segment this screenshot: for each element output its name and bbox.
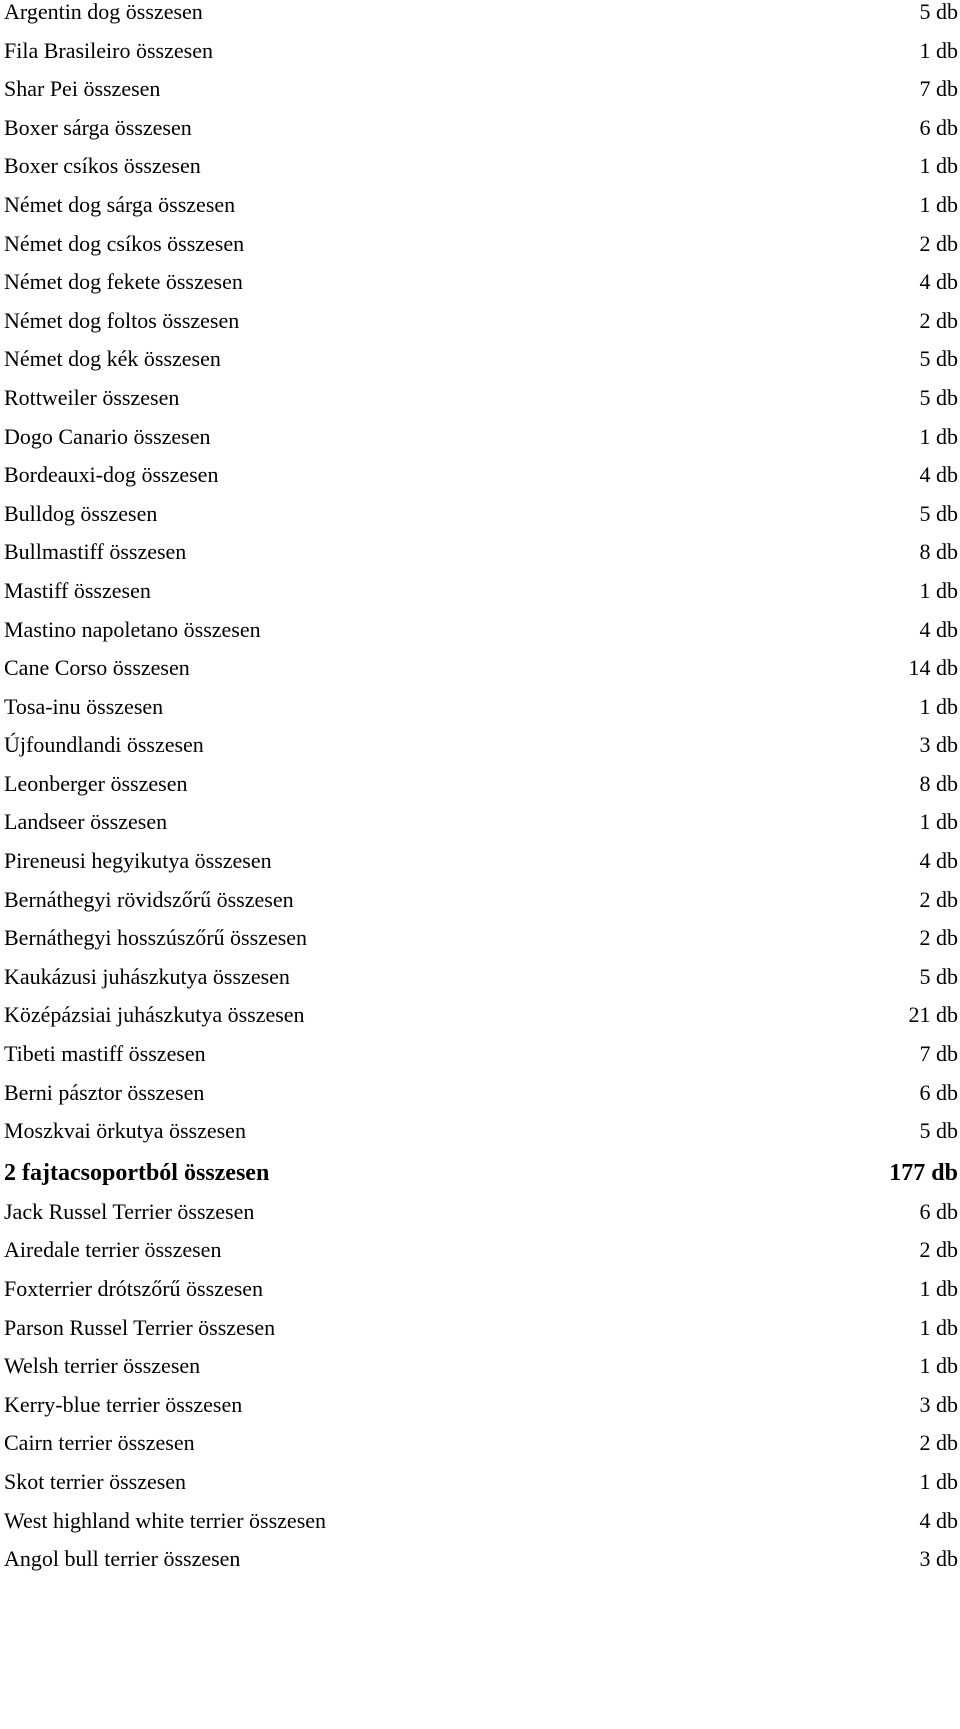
breed-count: 2 db (919, 230, 958, 256)
list-item (0, 611, 960, 650)
breed-count: 5 db (919, 963, 958, 989)
breed-label: Mastiff összesen (4, 577, 151, 603)
breed-count: 1 db (919, 809, 958, 835)
breed-count: 5 db (919, 0, 958, 24)
breed-count: 8 db (919, 539, 958, 565)
breed-label: Argentin dog összesen (4, 0, 203, 24)
breed-label: Pireneusi hegyikutya összesen (4, 848, 272, 874)
breed-label: Cane Corso összesen (4, 655, 190, 681)
breed-label: Parson Russel Terrier összesen (4, 1314, 276, 1340)
list-item (0, 765, 960, 804)
breed-count: 1 db (919, 1314, 958, 1340)
list-item (0, 263, 960, 302)
breed-label: Leonberger összesen (4, 770, 188, 796)
breed-label: Tibeti mastiff összesen (4, 1041, 206, 1067)
list-item (0, 1074, 960, 1113)
breed-label: Német dog kék összesen (4, 346, 221, 372)
breed-label: Jack Russel Terrier összesen (4, 1198, 255, 1224)
breed-label: Kerry-blue terrier összesen (4, 1391, 243, 1417)
breed-count: 1 db (919, 577, 958, 603)
breed-label: Rottweiler összesen (4, 384, 180, 410)
breed-count: 6 db (919, 1198, 958, 1224)
list-item (0, 147, 960, 186)
list-item (0, 302, 960, 341)
breed-label: Bulldog összesen (4, 500, 158, 526)
breed-label: Berni pásztor összesen (4, 1079, 205, 1105)
breed-count: 7 db (919, 1041, 958, 1067)
list-item (0, 1424, 960, 1463)
list-item (0, 379, 960, 418)
breed-label: Bordeauxi-dog összesen (4, 462, 219, 488)
breed-count: 2 db (919, 307, 958, 333)
breed-count: 1 db (919, 1353, 958, 1379)
breed-label: Landseer összesen (4, 809, 168, 835)
list-item (0, 1463, 960, 1502)
breed-count: 5 db (919, 384, 958, 410)
breed-label: Német dog foltos összesen (4, 307, 240, 333)
list-item (0, 881, 960, 920)
breed-count: 1 db (919, 1276, 958, 1301)
breed-count: 4 db (919, 848, 958, 874)
breed-label: Airedale terrier összesen (4, 1237, 222, 1263)
list-item (0, 495, 960, 534)
list-item (0, 572, 960, 611)
list-item (0, 726, 960, 765)
breed-label: Welsh terrier összesen (4, 1353, 201, 1379)
breed-label: Boxer csíkos összesen (4, 153, 201, 179)
breed-count: 1 db (919, 153, 958, 179)
breed-label: Német dog sárga összesen (4, 191, 236, 217)
breed-count: 2 db (919, 1430, 958, 1456)
list-item (0, 109, 960, 148)
breed-count: 14 db (908, 655, 958, 681)
list-item (0, 1193, 960, 1232)
breed-count: 2 db (919, 886, 958, 912)
breed-label: Tosa-inu összesen (4, 693, 164, 719)
breed-label: Angol bull terrier összesen (4, 1546, 241, 1572)
breed-label: Bullmastiff összesen (4, 539, 187, 565)
breed-count: 3 db (919, 1546, 958, 1572)
breed-count: 4 db (919, 462, 958, 488)
list-item (0, 533, 960, 572)
list-item (0, 919, 960, 958)
breed-count: 3 db (919, 1391, 958, 1417)
list-item (0, 1386, 960, 1425)
breed-count: 4 db (919, 616, 958, 642)
breed-label: Moszkvai örkutya összesen (4, 1118, 246, 1144)
breed-label: Fila Brasileiro összesen (4, 37, 213, 63)
breed-label: Cairn terrier összesen (4, 1430, 195, 1456)
breed-label: Újfoundlandi összesen (4, 732, 204, 758)
list-item (0, 1112, 960, 1151)
breed-label: Német dog fekete összesen (4, 269, 243, 295)
list-item (0, 0, 960, 32)
breed-count: 7 db (919, 76, 958, 102)
breed-label: Shar Pei összesen (4, 76, 161, 102)
list-item (0, 340, 960, 379)
breed-count: 1 db (919, 423, 958, 449)
breed-count: 2 db (919, 1237, 958, 1263)
breed-count: 6 db (919, 1079, 958, 1105)
breed-count: 8 db (919, 770, 958, 796)
list-item (0, 1347, 960, 1386)
breed-count: 3 db (919, 732, 958, 758)
breed-count: 2 db (919, 925, 958, 951)
breed-label: Boxer sárga összesen (4, 114, 192, 140)
list-item (0, 418, 960, 457)
list-item (0, 842, 960, 881)
list-item (0, 456, 960, 495)
list-item (0, 225, 960, 264)
group-total-label: 2 fajtacsoportból összesen (4, 1159, 270, 1186)
list-item (0, 1270, 960, 1309)
list-item (0, 1502, 960, 1541)
list-item (0, 649, 960, 688)
breed-count: 5 db (919, 346, 958, 372)
list-item (0, 688, 960, 727)
breed-count: 6 db (919, 114, 958, 140)
list-item (0, 1231, 960, 1270)
breed-label: Német dog csíkos összesen (4, 230, 245, 256)
list-item (0, 803, 960, 842)
breed-label: Foxterrier drótszőrű összesen (4, 1276, 264, 1301)
breed-count: 5 db (919, 1118, 958, 1144)
group-total-row (0, 1151, 960, 1193)
list-item (0, 1540, 960, 1579)
list-item (0, 32, 960, 71)
breed-count: 1 db (919, 693, 958, 719)
list-item (0, 996, 960, 1035)
list-item (0, 70, 960, 109)
breed-label: Dogo Canario összesen (4, 423, 211, 449)
breed-count: 4 db (919, 1507, 958, 1533)
list-item (0, 1035, 960, 1074)
breed-count: 4 db (919, 269, 958, 295)
breed-label: Kaukázusi juhászkutya összesen (4, 963, 290, 989)
breed-label: Skot terrier összesen (4, 1468, 187, 1494)
breed-count: 5 db (919, 500, 958, 526)
breed-count: 1 db (919, 191, 958, 217)
breed-label: Bernáthegyi hosszúszőrű összesen (4, 925, 308, 951)
breed-count: 21 db (908, 1002, 958, 1028)
list-item (0, 958, 960, 997)
breed-label: Középázsiai juhászkutya összesen (4, 1002, 305, 1028)
breed-label: Bernáthegyi rövidszőrű összesen (4, 886, 294, 912)
group-total-count: 177 db (889, 1159, 958, 1186)
list-item (0, 186, 960, 225)
breed-count: 1 db (919, 37, 958, 63)
breed-count: 1 db (919, 1468, 958, 1494)
breed-label: West highland white terrier összesen (4, 1507, 327, 1533)
breed-label: Mastino napoletano összesen (4, 616, 261, 642)
list-item (0, 1309, 960, 1348)
